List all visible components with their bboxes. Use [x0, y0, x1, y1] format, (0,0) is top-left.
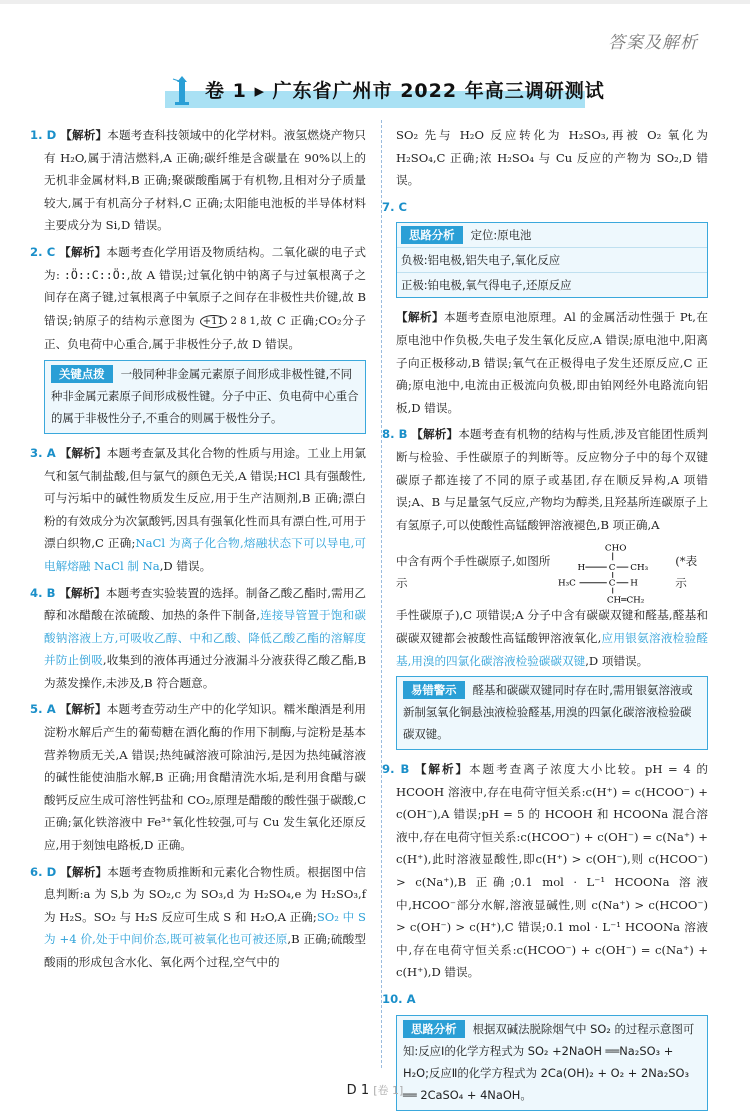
question-number: 2. C [30, 244, 56, 259]
answer-1: 1. D 【解析】本题考查科技领域中的化学材料。液氢燃烧产物只有 H₂O,属于清洁燃料,A 正确;碳纤维是含碳量在 90%以上的无机非金属材料,B 正确;聚碳酸酯属于有机物,且相对分子质量较大,属于有机高分子材料,C 正确;太阳能电池板的半导体材料主要成分为 Si,D 错误。 [30, 128, 366, 233]
svg-text:H: H [630, 578, 639, 589]
box-tag: 易错警示 [403, 681, 465, 699]
corner-label: 答案及解析 [608, 33, 698, 53]
page-footer [0, 1082, 750, 1098]
question-number: 10. A [382, 992, 416, 1007]
question-number: 1. D [30, 128, 57, 142]
question-number: 6. D [30, 864, 57, 879]
answer-8-continued: 手性碳原子),C 项错误;A 分子中含有碳碳双键和醛基,醛基和碳碳双键都会被酸性高锰酸钾溶液氧化,应用银氨溶液检验醛基,用溴的四氯化碳溶液检验碳碳双键,D 项错误。 [396, 608, 708, 668]
chiral-molecule-structure [558, 540, 675, 604]
svg-text:H₃C: H₃C [558, 578, 576, 589]
answer-5: 5. A 【解析】本题考查劳动生产中的化学知识。糯米酿酒是利用淀粉水解后产生的葡萄糖在酒化酶的作用下制酶,与淀粉是基本营养物质无关,A 错误;热纯碱溶液可除油污,是因为热纯碱溶液的碱性能使油脂水解,B 正确;用食醋清洗水垢,是利用食醋与碳酸钙反应生成可溶性钙盐和 CO₂,原理是醋酸的酸性强于碳酸,C 正确;氯化铁溶液中 Fe³⁺氧化性较强,可与 Cu 发生氧化还原反应,用于刻蚀电路板,D 正确。 [30, 702, 366, 853]
svg-text:C: C [608, 578, 616, 589]
answer-2: 2. C 【解析】本题考查化学用语及物质结构。二氧化碳的电子式为: :Ö::C::Ö:,故 A 错误;过氧化钠中钠离子与过氧根离子之间存在离子键,过氧根离子中氧原子之间存在非极性共价键,故 B 错误;钠原子的结构示意图为 +11 2 8 1,故 C 正确;CO₂分子正、负电荷中心重合,属于非极性分子,故 D 错误。 [30, 244, 367, 352]
svg-text:C: C [608, 563, 616, 574]
answer-7-text: 【解析】本题考查原电池原理。Al 的金属活动性强于 Pt,在原电池中作负极,失电子发生氧化反应,A 错误;原电池中,阳离子向正极移动,B 错误;氧气在正极得电子发生还原反应,C 正确;原电池中,电流由正极流向负极,即由铂网经外电路流向铝板,D 错误。 [396, 310, 708, 415]
answer-6: 6. D 【解析】本题考查物质推断和元素化合物性质。根据图中信息判断:a 为 S,b 为 SO₂,c 为 SO₃,d 为 H₂SO₄,e 为 H₂SO₃,f 为 H₂S。SO₂ 与 H₂S 反应可生成 S 和 H₂O,A 正确;SO₂ 中 S 为 +4 价,处于中间价态,既可被氧化也可被还原,B 正确;硫酸型酸雨的形成包含水化、氧化两个过程,空气中的 [30, 864, 366, 969]
answer-4: 4. B 【解析】本题考查实验装置的选择。制备乙酸乙酯时,需用乙醇和冰醋酸在浓硫酸、加热的条件下制备,连接导管置于饱和碳酸钠溶液上方,可吸收乙醇、中和乙酸、降低乙酸乙酯的溶解度并防止倒吸,收集到的液体再通过分液漏斗分液获得乙酸乙酯,B 为蒸发操作,未涉及,B 符合题意。 [30, 585, 367, 690]
answer-6-continued: SO₂ 先与 H₂O 反应转化为 H₂SO₃,再被 O₂ 氧化为 H₂SO₄,C 正确;浓 H₂SO₄ 与 Cu 反应的产物为 SO₂,D 错误。 [396, 128, 708, 188]
question-number: 4. B [30, 585, 56, 600]
svg-text:CH═CH₂: CH═CH₂ [606, 595, 645, 605]
svg-text:H: H [577, 563, 586, 574]
question-number: 3. A [30, 445, 56, 460]
answer-9: 9. B 【解析】本题考查离子浓度大小比较。pH = 4 的 HCOOH 溶液中,存在电荷守恒关系:c(H⁺) = c(HCOO⁻) + c(OH⁻),A 错误;pH = 5 的 HCOOH 和 HCOONa 混合溶液中,存在电荷守恒关系:c(HCOO⁻) + c(OH⁻) = c(Na⁺) + c(H⁺),此时溶液显酸性,即c(H⁺) > c(OH⁻),则 c(HCOO⁻) > c(Na⁺),B 正确;0.1 mol · L⁻¹ HCOONa 溶液中,HCOO⁻部分水解,溶液显碱性,则 c(Na⁺) > c(HCOO⁻) > c(OH⁻) > c(H⁺),C 错误;0.1 mol · L⁻¹ HCOONa 溶液中,存在电荷守恒关系:c(HCOO⁻) + c(OH⁻) = c(Na⁺) + c(H⁺),D 错误。 [382, 762, 708, 980]
question-number: 7. C [382, 199, 408, 214]
answer-7 [382, 196, 708, 219]
lighthouse-icon [171, 74, 193, 108]
analysis-box-10: 思路分析 根据双碱法脱除烟气中 SO₂ 的过程示意图可知:反应Ⅰ的化学方程式为 SO₂ +2NaOH ══Na₂SO₃ + H₂O;反应Ⅱ的化学方程式为 2Ca(OH)₂ + O₂ + 2Na₂SO₃ ══ 2CaSO₄ + 4NaOH。 [396, 1015, 708, 1111]
column-divider [381, 120, 382, 1068]
question-number: 5. A [30, 702, 56, 717]
question-number: 8. B [382, 427, 408, 442]
page-title: 卷 1 ▸ 广东省广州市 2022 年高三调研测试 [205, 80, 605, 102]
sodium-atom-diagram: +11 2 8 1 [200, 309, 256, 334]
top-rule [0, 0, 750, 4]
left-column [30, 124, 367, 978]
key-point-box: 关键点拨 一般同种非金属元素原子间形成非极性键,不同种非金属元素原子间形成极性键。分子中正、负电荷中心重合的属于非极性分子,不重合的则属于极性分子。 [44, 360, 366, 434]
error-warning-box: 易错警示 醛基和碳碳双键同时存在时,需用银氨溶液或新制氢氧化铜悬浊液检验醛基,用溴的四氯化碳溶液检验碳碳双键。 [396, 676, 708, 750]
svg-text:CHO: CHO [604, 543, 627, 554]
answer-10 [382, 988, 708, 1011]
answer-8: 8. B 【解析】本题考查有机物的结构与性质,涉及官能团性质判断与检验、手性碳原子的判断等。反应物分子中的每个双键碳原子都连接了不同的原子或基团,存在顺反异构,A 项错误;A、B 与足量氢气反应,产物均为醇类,且羟基所连碳原子上有氢原子,可以使酸性高锰酸钾溶液褪色,B 项正确,A [382, 427, 708, 532]
chiral-structure-line: 中含有两个手性碳原子,如图所示 CHO H C CH₃ H₃C C H CH═CH₂ (*表示 [396, 540, 708, 604]
analysis-box-7: 思路分析 定位:原电池 负极:铝电极,铝失电子,氧化反应 正极:铂电极,氧气得电子,还原反应 [396, 222, 708, 298]
page-header [165, 72, 605, 112]
question-number: 9. B [382, 762, 410, 777]
co2-electron-formula: :Ö::C::Ö: [63, 267, 127, 282]
svg-text:CH₃: CH₃ [630, 563, 649, 574]
box-tag: 思路分析 [401, 226, 463, 244]
answer-3: 3. A 【解析】本题考查氯及其化合物的性质与用途。工业上用氯气和氢气制盐酸,但与氯气的颜色无关,A 错误;HCl 具有强酸性,可与污垢中的碱性物质发生反应,用于生产洁厕剂,B 正确;漂白粉的有效成分为次氯酸钙,因具有强氧化性而具有漂白性,可用于漂白织物,C 正确;NaCl 为离子化合物,熔融状态下可以导电,可电解熔融 NaCl 制 Na,D 错误。 [30, 445, 366, 573]
box-tag: 关键点拨 [51, 365, 113, 383]
page-number: D 1 [346, 1083, 370, 1098]
box-tag: 思路分析 [403, 1020, 465, 1038]
page-sub-label: [卷 1] [373, 1084, 404, 1097]
